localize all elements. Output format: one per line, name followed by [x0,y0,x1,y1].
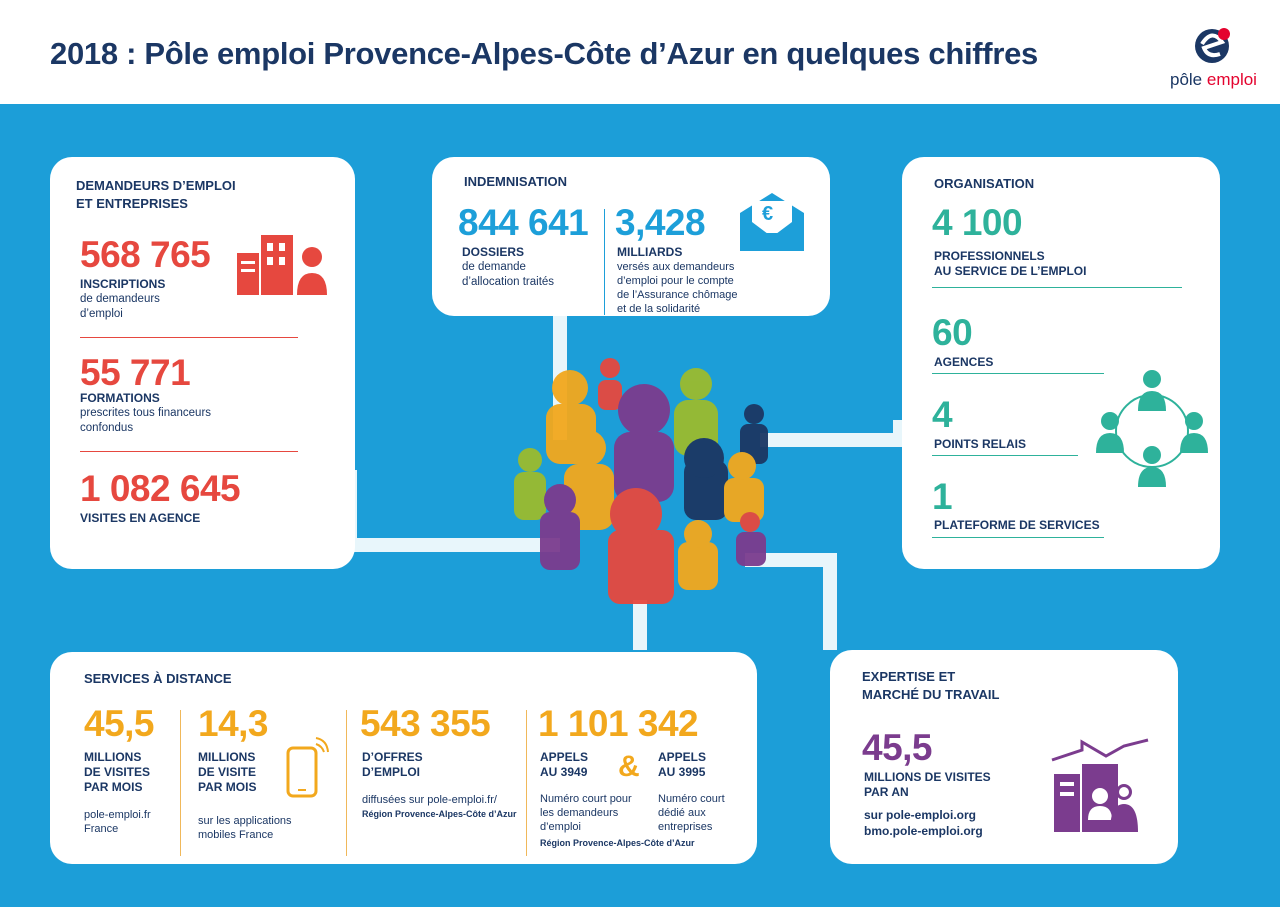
plateforme-label: PLATEFORME DE SERVICES [934,518,1100,532]
professionnels-label: PROFESSIONNELS AU SERVICE DE L’EMPLOI [934,249,1087,278]
visites-web-value: 45,5 [84,703,155,744]
organisation-heading: ORGANISATION [934,176,1035,191]
smartphone-icon [286,738,328,798]
professionnels-value: 4 100 [932,202,1023,243]
logo-wordmark: pôle emploi [1170,70,1257,89]
card-organisation [902,157,1220,569]
dossiers-label: DOSSIERS [462,245,525,259]
euro-symbol: € [762,203,774,225]
visites-mobile-sub: sur les applications mobiles France [198,815,292,841]
divider [932,287,1182,288]
divider [932,537,1104,538]
card-expertise [830,650,1178,864]
visites-agence-label: VISITES EN AGENCE [80,511,201,525]
column-divider [180,710,181,856]
appels-3949-sub: Numéro court pour les demandeurs d’emploi [540,793,632,833]
ampersand: & [618,750,640,783]
card-services [50,652,757,864]
crowd-illustration [508,352,778,604]
expertise-sub: sur pole-emploi.org bmo.pole-emploi.org [864,808,983,838]
formations-label: FORMATIONS [80,391,160,405]
appels-region: Région Provence-Alpes-Côte d’Azur [540,838,695,848]
column-divider [526,710,527,856]
demandeurs-heading: DEMANDEURS D’EMPLOI ET ENTREPRISES [76,178,236,211]
appels-3995-label: APPELS AU 3995 [658,750,707,779]
card-indemnisation [432,157,830,316]
divider [80,451,298,452]
team-network-icon [1096,369,1208,491]
plateforme-value: 1 [932,476,953,517]
inscriptions-label: INSCRIPTIONS [80,277,166,291]
divider [932,373,1104,374]
appels-3949-label: APPELS AU 3949 [540,750,589,779]
buildings-person-icon [237,233,329,295]
points-relais-label: POINTS RELAIS [934,437,1027,451]
inscriptions-value: 568 765 [80,234,211,275]
indemnisation-heading: INDEMNISATION [464,174,568,189]
offres-sub: diffusées sur pole-emploi.fr/ Région Provence-Alpes-Côte d’Azur [362,794,517,819]
dossiers-value: 844 641 [458,202,589,243]
divider [80,337,298,338]
appels-value: 1 101 342 [538,703,699,744]
market-buildings-icon [1052,740,1148,832]
visites-mobile-label: MILLIONS DE VISITE PAR MOIS [198,750,257,794]
appels-3995-sub: Numéro court dédié aux entreprises [658,793,725,833]
page-title: 2018 : Pôle emploi Provence-Alpes-Côte d’Azur en quelques chiffres [50,36,1038,71]
divider [932,455,1078,456]
card-demandeurs [50,157,355,569]
formations-sub: prescrites tous financeurs confondus [80,407,212,434]
milliards-sub: versés aux demandeurs d’emploi pour le compte de l’Assurance chômage et de la solidarité [617,261,738,315]
column-divider [346,710,347,856]
offres-label: D’OFFRES D’EMPLOI [362,750,423,779]
agences-value: 60 [932,312,973,353]
dossiers-sub: de demande d’allocation traités [462,261,555,288]
points-relais-value: 4 [932,394,953,435]
agences-label: AGENCES [934,355,994,369]
expertise-value: 45,5 [862,727,933,768]
expertise-label: MILLIONS DE VISITES PAR AN [864,770,991,799]
column-divider [604,209,605,315]
milliards-value: 3,428 [615,202,706,243]
visites-web-sub: pole-emploi.fr France [84,809,151,835]
visites-mobile-value: 14,3 [198,703,269,744]
expertise-heading: EXPERTISE ET MARCHÉ DU TRAVAIL [862,669,1000,702]
visites-web-label: MILLIONS DE VISITES PAR MOIS [84,750,151,794]
visites-agence-value: 1 082 645 [80,468,241,509]
inscriptions-sub: de demandeurs d’emploi [80,293,160,320]
milliards-label: MILLIARDS [617,245,683,259]
offres-value: 543 355 [360,703,491,744]
formations-value: 55 771 [80,352,191,393]
services-heading: SERVICES À DISTANCE [84,671,232,686]
